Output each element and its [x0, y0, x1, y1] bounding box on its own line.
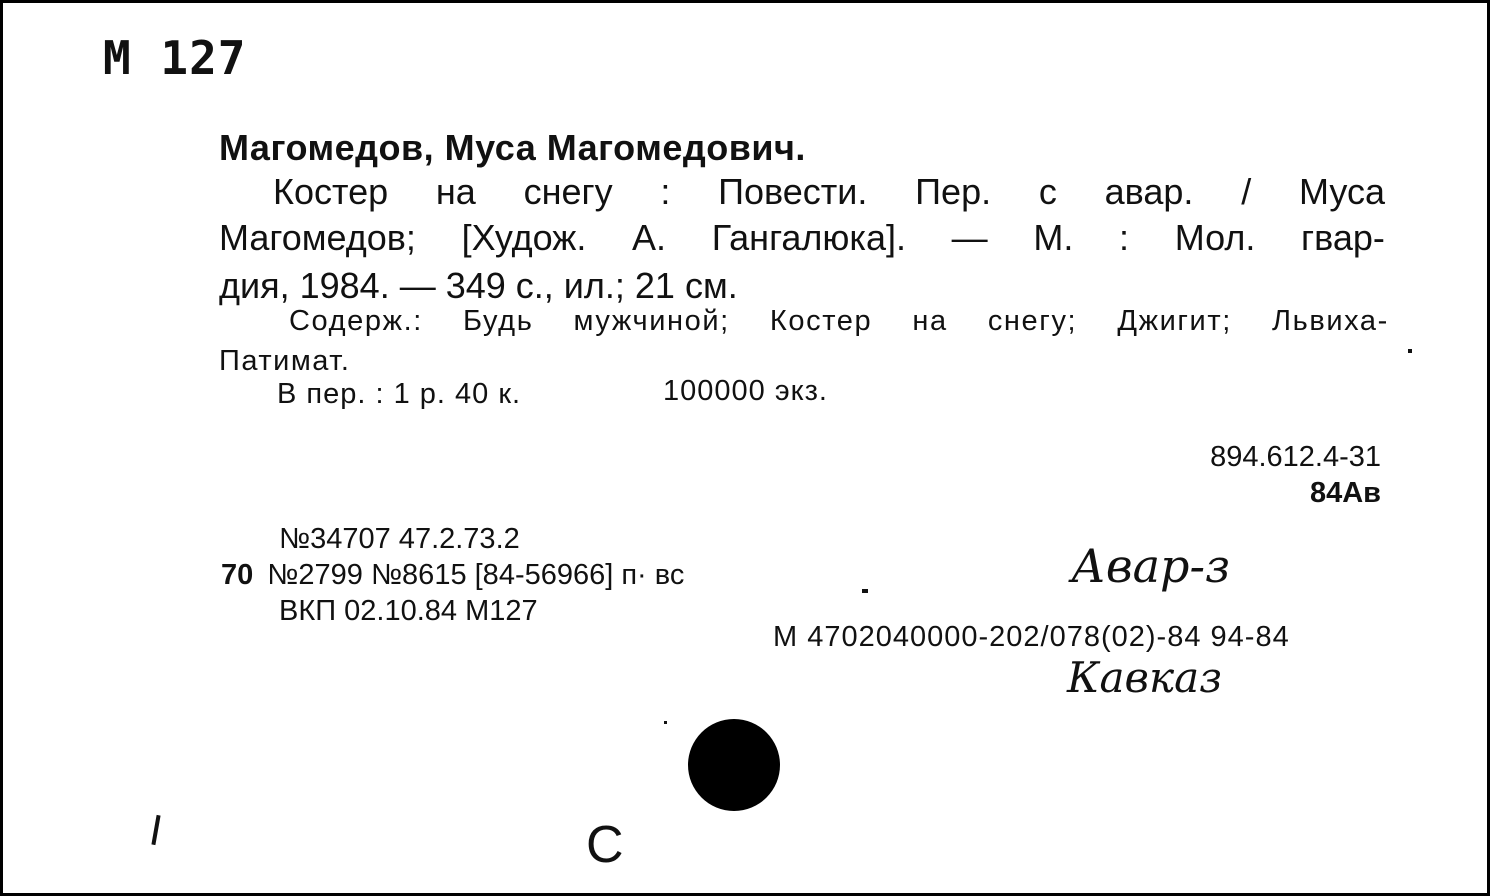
word: :	[1119, 217, 1130, 258]
contents-line-1	[289, 305, 1389, 338]
bottom-letter: С	[586, 816, 624, 874]
word: Костер	[273, 171, 389, 212]
speck-mark	[1408, 349, 1412, 353]
word: на	[435, 171, 476, 212]
word: авар.	[1104, 171, 1194, 212]
word: Будь	[463, 305, 534, 337]
author-heading: Магомедов, Муса Магомедович.	[219, 127, 806, 168]
contents-line-2: Патимат.	[219, 345, 351, 377]
word: Содерж.:	[289, 305, 423, 337]
word: Повести.	[718, 171, 868, 212]
speck-mark	[151, 815, 160, 845]
word: мужчиной;	[573, 305, 730, 337]
word: с	[1038, 171, 1057, 212]
speck-mark	[664, 721, 667, 724]
word: А.	[632, 217, 667, 258]
word: Пер.	[915, 171, 992, 212]
price: В пер. : 1 р. 40 к.	[277, 378, 522, 410]
description-line-3: дия, 1984. — 349 с., ил.; 21 см.	[219, 265, 738, 306]
punch-hole	[688, 719, 780, 811]
handwritten-note-1: Авар-з	[1071, 539, 1231, 593]
word: Гангалюка].	[711, 217, 906, 258]
word: Мол.	[1174, 217, 1256, 258]
word: снегу;	[987, 305, 1078, 337]
word: Муса	[1298, 171, 1385, 212]
word: Магомедов;	[219, 217, 416, 258]
word: снегу	[523, 171, 613, 212]
udc-index: 894.612.4-31	[1210, 441, 1381, 473]
word: [Худож.	[461, 217, 587, 258]
word: гвар-	[1301, 217, 1385, 258]
word: на	[912, 305, 948, 337]
description-line-1	[273, 171, 1385, 213]
record-prefix: 70	[221, 559, 254, 591]
handwritten-note-2: Кавказ	[1067, 653, 1223, 702]
word: Львиха-	[1272, 305, 1389, 337]
record-number-line-3: ВКП 02.10.84 М127	[279, 595, 538, 627]
isbn-line: М 4702040000-202/078(02)-84 94-84	[773, 621, 1290, 653]
word: /	[1241, 171, 1252, 212]
record-number-text: №2799 №8615 [84-56966] п· вс	[267, 559, 685, 591]
speck-mark	[862, 589, 868, 593]
circulation: 100000 экз.	[663, 375, 828, 407]
word: Костер	[769, 305, 873, 337]
word: —	[951, 217, 988, 258]
bbk-index: 84Ав	[1309, 477, 1381, 509]
shelf-mark: М 127	[103, 31, 247, 85]
word: :	[660, 171, 671, 212]
word: Джигит;	[1117, 305, 1232, 337]
word: М.	[1033, 217, 1074, 258]
description-line-2	[219, 217, 1385, 259]
record-number-line-1: №34707 47.2.73.2	[279, 523, 520, 555]
record-number-line-2	[221, 559, 684, 592]
